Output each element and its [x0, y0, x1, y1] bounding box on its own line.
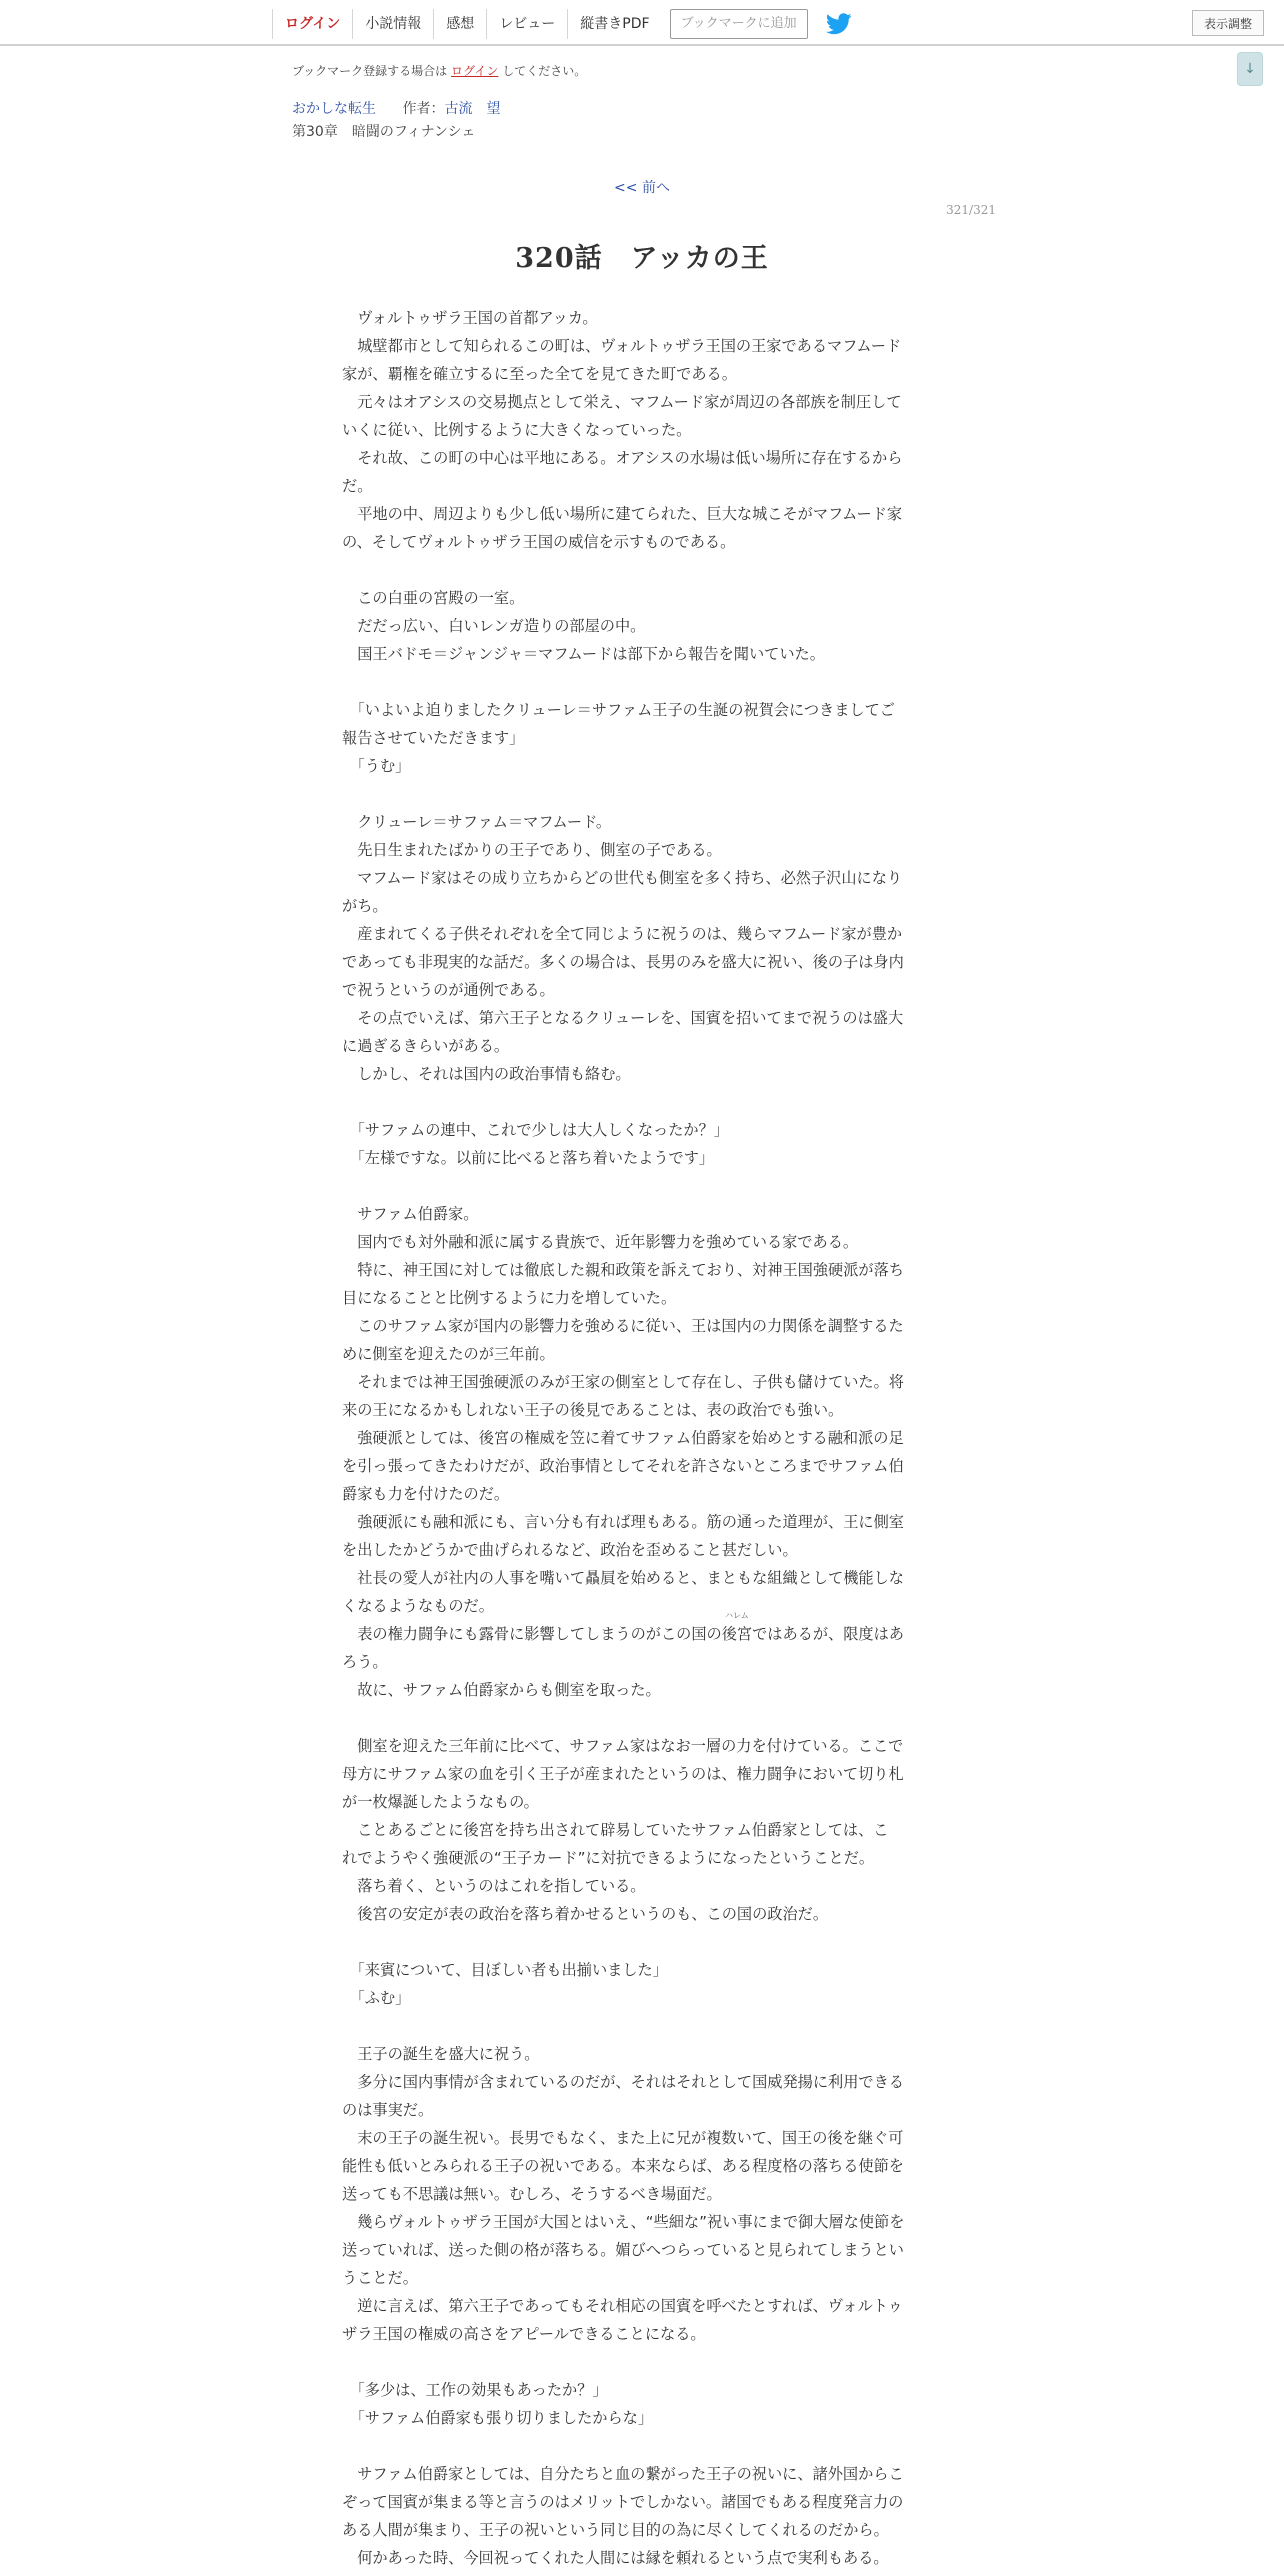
body-line: それまでは神王国強硬派のみが王家の側室として存在し、子供も儲けていた。将 [342, 1373, 904, 1391]
body-line: ことあるごとに後宮を持ち出されて辟易していたサファム伯爵家としては、こ [342, 1821, 889, 1839]
body-line: くなるようなものだ。 [342, 1597, 494, 1615]
body-line: この白亜の宮殿の一室。 [342, 589, 525, 607]
body-line: 幾らヴォルトゥザラ王国が大国とはいえ、“些細な”祝い事にまで御大層な使節を [342, 2213, 905, 2231]
body-line: ある人間が集まり、王子の祝いという同じ目的の為に尽くしてくれるのだから。 [342, 2521, 889, 2539]
display-settings-button[interactable]: 表示調整 [1192, 10, 1264, 36]
body-line: であっても非現実的な話だ。多くの場合は、長男のみを盛大に祝い、後の子は身内 [342, 953, 904, 971]
body-line: 「ふむ」 [342, 1989, 411, 2007]
body-line: のは事実だ。 [342, 2101, 434, 2119]
body-line: 目になることと比例するように力を増していた。 [342, 1289, 677, 1307]
blank-line [342, 1928, 938, 1956]
novel-meta [292, 98, 500, 118]
twitter-icon[interactable] [826, 13, 852, 35]
body-line: で祝うというのが通例である。 [342, 981, 555, 999]
body-line: に過ぎるきらいがある。 [342, 1037, 510, 1055]
body-line: 多分に国内事情が含まれているのだが、それはそれとして国威発揚に利用できる [342, 2073, 904, 2091]
body-line: 国内でも対外融和派に属する貴族で、近年影響力を強めている家である。 [342, 1233, 859, 1251]
body-line: 送っても不思議は無い。むしろ、そうするべき場面だ。 [342, 2185, 722, 2203]
prev-page-link[interactable]: << 前へ [614, 180, 670, 196]
novel-title-link[interactable]: おかしな転生 [292, 101, 376, 117]
body-line: 王子の誕生を盛大に祝う。 [342, 2045, 540, 2063]
nav-review[interactable]: レビュー [486, 9, 567, 39]
blank-line [342, 668, 938, 696]
body-line: ヴォルトゥザラ王国の首都アッカ。 [342, 309, 598, 327]
ruby-base: 後宮 [721, 1625, 753, 1643]
body-line: 先日生まれたばかりの王子であり、側室の子である。 [342, 841, 722, 859]
body-line: が一枚爆誕したようなもの。 [342, 1793, 539, 1811]
body-line: その点でいえば、第六王子となるクリューレを、国賓を招いてまで祝うのは盛大 [342, 1009, 904, 1027]
body-line: ザラ王国の権威の高さをアピールできることになる。 [342, 2325, 706, 2343]
body-line: 後宮の安定が表の政治を落ち着かせるというのも、この国の政治だ。 [342, 1905, 828, 1923]
notice-login-link[interactable]: ログイン [451, 64, 499, 78]
episode-title: 320話 アッカの王 [515, 243, 769, 274]
top-bar [0, 0, 1284, 46]
blank-line [342, 2012, 938, 2040]
body-line: がち。 [342, 897, 388, 915]
blank-line [342, 2432, 938, 2460]
body-line: 側室を迎えた三年前に比べて、サファム家はなお一層の力を付けている。ここで [342, 1737, 904, 1755]
body-line: うことだ。 [342, 2269, 418, 2287]
body-line: 能性も低いとみられる王子の祝いである。本来ならば、ある程度格の落ちる使節を [342, 2157, 904, 2175]
body-line: 強硬派にも融和派にも、言い分も有れば理もある。筋の通った道理が、王に側室 [342, 1513, 904, 1531]
body-line: めに側室を迎えたのが三年前。 [342, 1345, 555, 1363]
nav-login[interactable]: ログイン [272, 9, 352, 39]
body-line: サファム伯爵家としては、自分たちと血の繋がった王子の祝いに、諸外国からこ [342, 2465, 904, 2483]
ruby-reading: ハレム [725, 1611, 749, 1620]
blank-line [342, 1172, 938, 1200]
blank-line [342, 2348, 938, 2376]
body-line: れでようやく強硬派の“王子カード”に対抗できるようになったということだ。 [342, 1849, 875, 1867]
body-line: 何かあった時、今回祝ってくれた人間には縁を頼れるという点で実利もある。 [342, 2549, 889, 2567]
main-nav [272, 7, 852, 41]
body-line: しかし、それは国内の政治事情も絡む。 [342, 1065, 631, 1083]
body-line: 母方にサファム家の血を引く王子が産まれたというのは、権力闘争において切り札 [342, 1765, 904, 1783]
scroll-down-icon[interactable]: ↓ [1237, 52, 1263, 86]
body-line: 表の権力闘争にも露骨に影響してしまうのがこの国の ハレム 後宮ではあるが、限度はあ [342, 1620, 938, 1648]
body-line: 来の王になるかもしれない王子の後見であることは、表の政治でも強い。 [342, 1401, 844, 1419]
body-line: いくに従い、比例するように大きくなっていった。 [342, 421, 692, 439]
body-line: 国王バドモ＝ジャンジャ＝マフムードは部下から報告を聞いていた。 [342, 645, 825, 663]
body-line: 「サファム伯爵家も張り切りましたからな」 [342, 2409, 654, 2427]
body-line: 「左様ですな。以前に比べると落ち着いたようです」 [342, 1149, 715, 1167]
body-line: 産まれてくる子供それぞれを全て同じように祝うのは、幾らマフムード家が豊か [342, 925, 903, 943]
body-line: マフムード家はその成り立ちからどの世代も側室を多く持ち、必然子沢山になり [342, 869, 903, 887]
body-line: 平地の中、周辺よりも少し低い場所に建てられた、巨大な城こそがマフムード家 [342, 505, 903, 523]
body-line: ぞって国賓が集まる等と言うのはメリットでしかない。諸国でもある程度発言力の [342, 2493, 904, 2511]
body-line: だ。 [342, 477, 373, 495]
body-line: それ故、この町の中心は平地にある。オアシスの水場は低い場所に存在するから [342, 449, 903, 467]
nav-novel-info[interactable]: 小説情報 [352, 9, 433, 39]
body-line: 落ち着く、というのはこれを指している。 [342, 1877, 646, 1895]
body-line: このサファム家が国内の影響力を強めるに従い、王は国内の力関係を調整するた [342, 1317, 904, 1335]
notice-text-after: してください。 [502, 64, 587, 78]
page-counter: 321/321 [946, 203, 996, 217]
body-line: を出したかどうかで曲げられるなど、政治を歪めること甚だしい。 [342, 1541, 798, 1559]
body-line: を引っ張ってきたわけだが、政治事情としてそれを許さないところまでサファム伯 [342, 1457, 904, 1475]
add-bookmark-button[interactable]: ブックマークに追加 [670, 9, 808, 39]
nav-impressions[interactable]: 感想 [433, 9, 486, 39]
novel-body [342, 304, 938, 2572]
body-line: 強硬派としては、後宮の権威を笠に着てサファム伯爵家を始めとする融和派の足 [342, 1429, 904, 1447]
body-line: 「いよいよ迫りましたクリューレ＝サファム王子の生誕の祝賀会につきましてご [342, 701, 895, 719]
body-line: 爵家も力を付けたのだ。 [342, 1485, 510, 1503]
body-line: の、そしてヴォルトゥザラ王国の威信を示すものである。 [342, 533, 736, 551]
author-label: 作者： [402, 101, 445, 117]
body-line: 城壁都市として知られるこの町は、ヴォルトゥザラ王国の王家であるマフムード [342, 337, 902, 355]
nav-vertical-pdf[interactable]: 縦書きPDF [567, 9, 661, 39]
body-line: 「うむ」 [342, 757, 411, 775]
body-line: 故に、サファム伯爵家からも側室を取った。 [342, 1681, 661, 1699]
body-line: 逆に言えば、第六王子であってもそれ相応の国賓を呼べたとすれば、ヴォルトゥ [342, 2297, 903, 2315]
body-line: 家が、覇権を確立するに至った全てを見てきた町である。 [342, 365, 737, 383]
body-line: 「多少は、工作の効果もあったか？」 [342, 2381, 608, 2399]
bookmark-notice [292, 62, 586, 79]
body-line: だだっ広い、白いレンガ造りの部屋の中。 [342, 617, 646, 635]
body-line: 元々はオアシスの交易拠点として栄え、マフムード家が周辺の各部族を制圧して [342, 393, 902, 411]
body-line: ろう。 [342, 1653, 388, 1671]
author-link[interactable]: 古流 望 [444, 101, 501, 117]
body-line: サファム伯爵家。 [342, 1205, 479, 1223]
body-line: 「サファムの連中、これで少しは大人しくなったか？」 [342, 1121, 729, 1139]
blank-line [342, 1704, 938, 1732]
chapter-title: 第30章 暗闘のフィナンシェ [292, 124, 476, 140]
body-line: クリューレ＝サファム＝マフムード。 [342, 813, 612, 831]
body-line: 報告させていただきます」 [342, 729, 525, 747]
body-line: 送っていれば、送った側の格が落ちる。媚びへつらっていると見られてしまうとい [342, 2241, 904, 2259]
body-line: 社長の愛人が社内の人事を嘴いて贔屓を始めると、まともな組織として機能しな [342, 1569, 904, 1587]
blank-line [342, 556, 938, 584]
blank-line [342, 1088, 938, 1116]
notice-text-before: ブックマーク登録する場合は [292, 64, 448, 78]
ruby-word [721, 1611, 753, 1648]
blank-line [342, 780, 938, 808]
body-line: 特に、神王国に対しては徹底した親和政策を訴えており、対神王国強硬派が落ち [342, 1261, 904, 1279]
body-line: 末の王子の誕生祝い。長男でもなく、また上に兄が複数いて、国王の後を継ぐ可 [342, 2129, 904, 2147]
body-line: 「来賓について、目ぼしい者も出揃いました」 [342, 1961, 668, 1979]
